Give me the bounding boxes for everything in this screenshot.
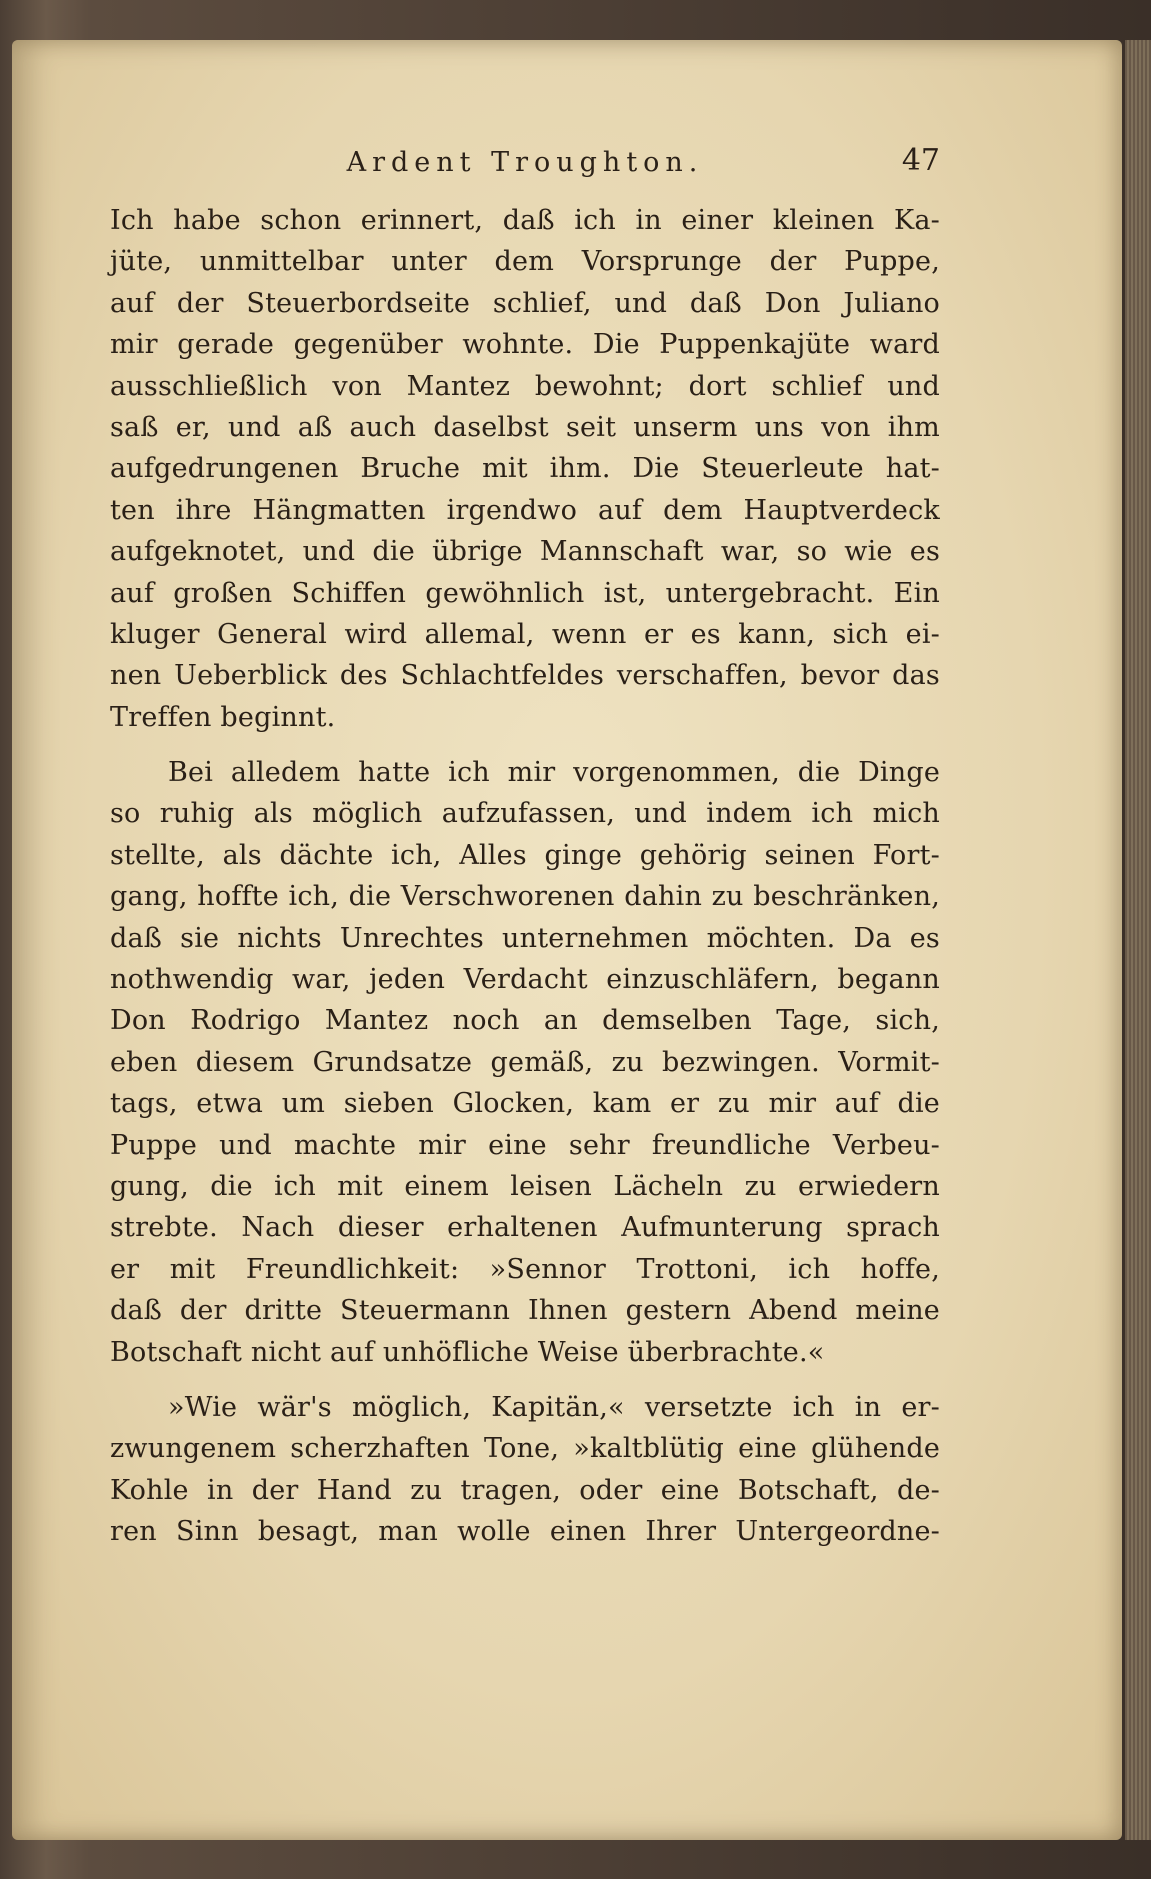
paragraph-1	[110, 200, 940, 738]
text-line: er mit Freundlichkeit: »Sennor Trottoni, ich hoffe,	[110, 1253, 940, 1285]
text-line: Ich habe schon erinnert, daß ich in einer kleinen Ka-	[110, 205, 940, 236]
text-line: mir gerade gegenüber wohnte. Die Puppenkajüte ward	[110, 329, 940, 361]
text-line: gung, die ich mit einem leisen Lächeln zu erwiedern	[110, 1170, 940, 1202]
text-line: Bei alledem hatte ich mir vorgenommen, die Dinge	[168, 757, 940, 789]
text-line: Don Rodrigo Mantez noch an demselben Tage, sich,	[110, 1005, 940, 1037]
text-line: Kohle in der Hand zu tragen, oder eine Botschaft, de-	[110, 1474, 940, 1506]
text-line: aufgedrungenen Bruche mit ihm. Die Steuerleute hat-	[110, 453, 940, 485]
text-line: ren Sinn besagt, man wolle einen Ihrer Untergeordne-	[110, 1516, 940, 1548]
text-line: nen Ueberblick des Schlachtfeldes verschaffen, bevor das	[110, 660, 940, 692]
text-line: auf der Steuerbordseite schlief, und daß Don Juliano	[110, 287, 940, 319]
text-line: so ruhig als möglich aufzufassen, und indem ich mich	[110, 798, 940, 830]
text-line: zwungenem scherzhaften Tone, »kaltblütig eine glühende	[110, 1433, 940, 1465]
paragraph-3	[110, 1387, 940, 1553]
page-header	[110, 143, 940, 187]
text-line: eben diesem Grundsatze gemäß, zu bezwingen. Vormit-	[110, 1046, 940, 1078]
text-line: aufgeknotet, und die übrige Mannschaft war, so wie es	[110, 536, 940, 568]
text-line: gang, hoffte ich, die Verschworenen dahin zu beschränken,	[110, 881, 940, 913]
paragraph-gap	[110, 738, 940, 752]
text-line: daß der dritte Steuermann Ihnen gestern Abend meine	[110, 1295, 940, 1327]
page-number: 47	[901, 143, 940, 178]
text-line: ten ihre Hängmatten irgendwo auf dem Hauptverdeck	[110, 494, 940, 526]
text-line: tags, etwa um sieben Glocken, kam er zu mir auf die	[110, 1088, 940, 1120]
text-line: nothwendig war, jeden Verdacht einzuschläfern, begann	[110, 964, 940, 996]
text-line: strebte. Nach dieser erhaltenen Aufmunterung sprach	[110, 1212, 940, 1244]
text-line: Botschaft nicht auf unhöfliche Weise überbrachte.«	[110, 1336, 825, 1368]
text-line: jüte, unmittelbar unter dem Vorsprunge der Puppe,	[110, 246, 940, 278]
text-line: Puppe und machte mir eine sehr freundliche Verbeu-	[110, 1129, 940, 1161]
text-line: »Wie wär's möglich, Kapitän,« versetzte ich in er-	[168, 1391, 940, 1423]
running-title: Ardent Troughton.	[346, 147, 704, 178]
paragraph-gap	[110, 1373, 940, 1387]
text-line: daß sie nichts Unrechtes unternehmen möchten. Da es	[110, 922, 940, 954]
text-line: kluger General wird allemal, wenn er es kann, sich ei-	[110, 618, 940, 650]
page-edges	[1125, 40, 1151, 1840]
text-line: auf großen Schiffen gewöhnlich ist, untergebracht. Ein	[110, 577, 940, 609]
text-line: stellte, als dächte ich, Alles ginge gehörig seinen Fort-	[110, 839, 940, 871]
paragraph-2	[110, 752, 940, 1373]
text-line: ausschließlich von Mantez bewohnt; dort schlief und	[110, 370, 940, 402]
body-text	[110, 200, 940, 1553]
text-line: saß er, und aß auch daselbst seit unserm uns von ihm	[110, 411, 940, 443]
text-line: Treffen beginnt.	[110, 701, 336, 733]
